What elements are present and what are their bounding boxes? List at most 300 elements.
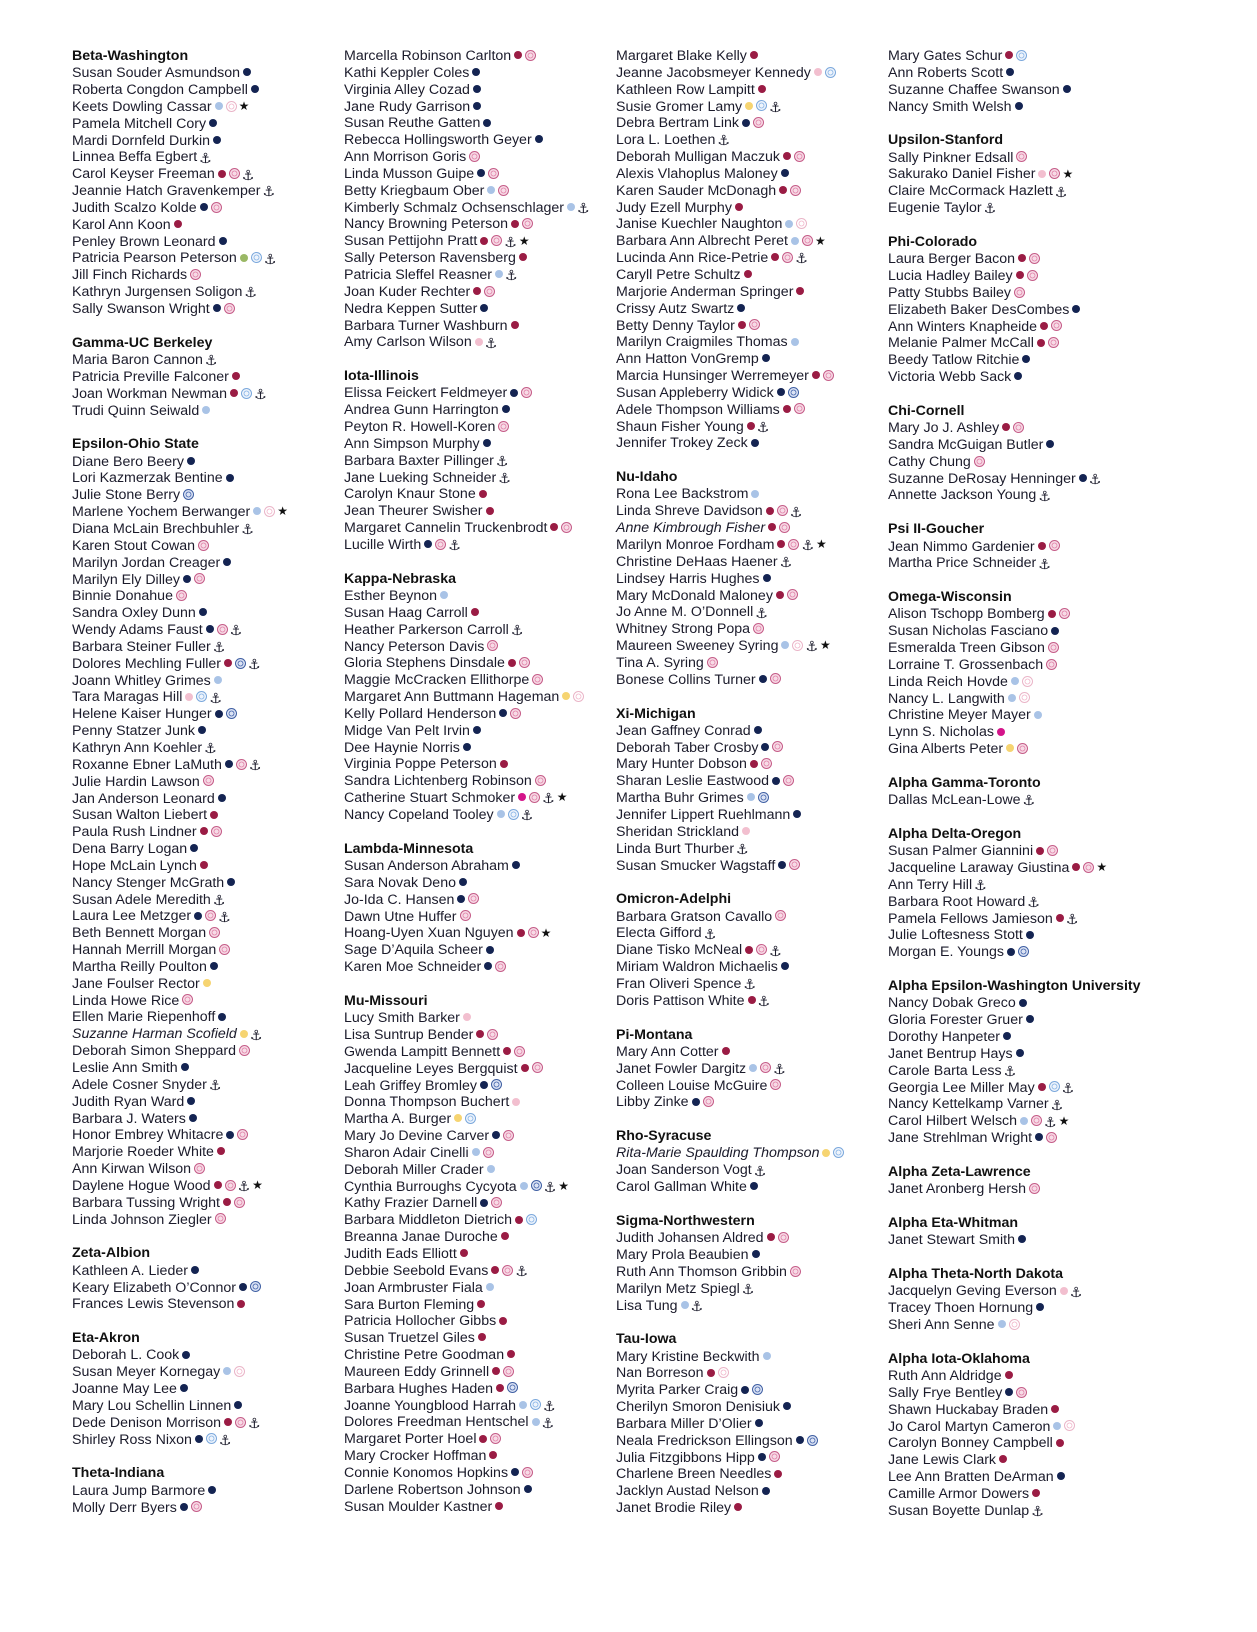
chapter-heading: Tau-Iowa	[616, 1331, 677, 1348]
member-name: Jacklyn Austad Nelson	[616, 1483, 759, 1500]
lightblue-dot-icon	[472, 1148, 480, 1156]
anchor-icon: ⚓︎	[757, 993, 771, 1010]
maroon-dot-icon	[1056, 914, 1064, 922]
anchor-icon: ⚓︎	[510, 621, 524, 638]
member-name: Gloria Forester Gruer	[888, 1012, 1023, 1029]
member-name: Susan Appleberry Widick	[616, 384, 774, 401]
navy-dot-icon	[1014, 372, 1022, 380]
member-name: Judith Johansen Aldred	[616, 1230, 764, 1247]
lightblue-dot-icon	[781, 641, 789, 649]
lightblue-dot-icon	[998, 1320, 1006, 1328]
maroon-dot-icon	[758, 85, 766, 93]
member-row	[72, 1161, 342, 1178]
rose-pink-icon	[525, 50, 536, 61]
anchor-icon: ⚓︎	[577, 199, 590, 216]
member-row	[888, 251, 1158, 268]
maroon-dot-icon	[783, 152, 791, 160]
member-name: Janise Kuechler Naughton	[616, 216, 783, 233]
member-row	[72, 908, 342, 925]
member-row	[344, 1263, 614, 1280]
maroon-dot-icon	[777, 540, 785, 548]
member-name: Jill Finch Richards	[72, 267, 188, 284]
rose-pink-icon	[1059, 608, 1070, 619]
lightblue-dot-icon	[763, 1352, 771, 1360]
member-name: Victoria Webb Sack	[888, 369, 1012, 386]
maroon-dot-icon	[748, 996, 756, 1004]
rose-lightblue-icon	[530, 1399, 541, 1410]
rose-pink-icon	[235, 1417, 246, 1428]
member-name: Mary Gates Schur	[888, 48, 1003, 64]
member-name: Cherilyn Smoron Denisiuk	[616, 1399, 781, 1416]
rose-pink-icon	[1031, 1115, 1042, 1126]
navy-dot-icon	[502, 405, 510, 413]
member-row	[72, 1195, 342, 1212]
member-name: Suzanne DeRosay Henninger	[888, 470, 1076, 487]
member-row	[72, 1381, 342, 1398]
navy-dot-icon	[189, 1114, 197, 1122]
navy-dot-icon	[1035, 1133, 1043, 1141]
member-name: Maggie McCracken Ellithorpe	[344, 672, 530, 689]
member-row	[616, 571, 886, 588]
member-name: Susan Pettijohn Pratt	[344, 233, 478, 250]
member-name: Laura Lee Metzger	[72, 908, 192, 925]
navy-dot-icon	[227, 878, 235, 886]
member-row	[888, 285, 1158, 302]
star-icon: ★	[1062, 166, 1074, 181]
member-name: Barbara Ann Albrecht Peret	[616, 233, 788, 250]
member-name: Nancy L. Langwith	[888, 690, 1005, 707]
rose-lightblue-icon	[1016, 50, 1027, 61]
member-name: Connie Konomos Hopkins	[344, 1464, 509, 1481]
rose-pink-icon	[495, 961, 506, 972]
member-row	[344, 301, 614, 318]
member-row	[616, 807, 886, 824]
chapter-section	[72, 1245, 342, 1313]
member-row	[72, 403, 342, 420]
rose-blue-icon	[758, 792, 769, 803]
member-row	[344, 166, 614, 183]
member-row	[72, 369, 342, 386]
chapter-section	[344, 368, 614, 554]
maroon-dot-icon	[479, 1435, 487, 1443]
member-name: Gwenda Lampitt Bennett	[344, 1043, 501, 1060]
member-name: Maureen Eddy Grinnell	[344, 1363, 490, 1380]
member-row	[72, 267, 342, 284]
member-row	[72, 200, 342, 217]
member-name: Sally Frye Bentley	[888, 1384, 1003, 1401]
member-name: Bonese Collins Turner	[616, 671, 756, 688]
member-name: Elizabeth Baker DesCombes	[888, 301, 1070, 318]
member-row	[72, 892, 342, 909]
navy-dot-icon	[210, 962, 218, 970]
member-row	[616, 1382, 886, 1399]
lightblue-dot-icon	[497, 810, 505, 818]
column-4	[888, 48, 1158, 1537]
member-row	[888, 420, 1158, 437]
member-name: Betty Denny Taylor	[616, 317, 735, 334]
maroon-dot-icon	[1005, 1371, 1013, 1379]
lightblue-dot-icon	[747, 793, 755, 801]
chapter-section	[344, 993, 614, 1516]
chapter-section	[344, 841, 614, 976]
chapter-heading: Xi-Michigan	[616, 705, 696, 722]
member-row	[344, 65, 614, 82]
member-name: Beth Bennett Morgan	[72, 925, 207, 942]
member-name: Dallas McLean-Lowe	[888, 792, 1021, 809]
member-row	[888, 843, 1158, 860]
navy-dot-icon	[486, 946, 494, 954]
anchor-icon: ⚓︎	[263, 250, 277, 267]
member-name: Peyton R. Howell-Koren	[344, 419, 496, 436]
member-name: Ann Kirwan Wilson	[72, 1161, 192, 1178]
chapter-heading: Omicron-Adelphi	[616, 891, 732, 908]
star-icon: ★	[277, 504, 289, 519]
rose-pink-icon	[487, 640, 498, 651]
member-row	[888, 48, 1158, 65]
member-name: Crissy Autz Swartz	[616, 300, 735, 317]
rose-lightpink-icon	[1022, 676, 1033, 687]
member-row	[344, 1162, 614, 1179]
member-name: Diane Tisko McNeal	[616, 942, 743, 959]
member-name: Elissa Feickert Feldmeyer	[344, 385, 508, 402]
member-name: Lucy Smith Barker	[344, 1010, 460, 1027]
member-row	[616, 723, 886, 740]
navy-dot-icon	[213, 304, 221, 312]
anchor-icon: ⚓︎	[248, 656, 261, 673]
member-name: Jean Gaffney Conrad	[616, 722, 751, 739]
member-name: Sally Pinkner Edsall	[888, 149, 1014, 166]
member-row	[72, 470, 342, 487]
rose-lightpink-icon	[264, 506, 275, 517]
member-row	[888, 454, 1158, 471]
member-row	[72, 706, 342, 723]
maroon-dot-icon	[767, 1233, 775, 1241]
member-name: Susan Walton Liebert	[72, 807, 208, 824]
rose-pink-icon	[532, 674, 543, 685]
rose-lightblue-icon	[508, 809, 519, 820]
yellow-dot-icon	[240, 1030, 248, 1038]
maroon-dot-icon	[507, 1350, 515, 1358]
member-name: Electa Gifford	[616, 925, 702, 942]
member-row	[72, 1280, 342, 1297]
navy-dot-icon	[183, 575, 191, 583]
rose-lightpink-icon	[792, 640, 803, 651]
yellow-dot-icon	[203, 979, 211, 987]
rose-pink-icon	[522, 1467, 533, 1478]
navy-dot-icon	[472, 68, 480, 76]
member-name: Sharon Adair Cinelli	[344, 1144, 469, 1161]
rose-pink-icon	[460, 910, 471, 921]
member-row	[616, 1500, 886, 1517]
member-name: Nancy Copeland Tooley	[344, 807, 494, 823]
member-row	[72, 149, 342, 166]
maroon-dot-icon	[750, 51, 758, 59]
member-row	[72, 1398, 342, 1415]
rose-blue-icon	[788, 387, 799, 398]
member-name: Barbara Steiner Fuller	[72, 638, 211, 655]
navy-dot-icon	[1015, 102, 1023, 110]
member-row	[616, 909, 886, 926]
member-name: Caryll Petre Schultz	[616, 266, 741, 283]
lightblue-dot-icon	[215, 102, 223, 110]
maroon-dot-icon	[223, 1198, 231, 1206]
member-row	[888, 707, 1158, 724]
member-row	[888, 183, 1158, 200]
member-row	[344, 925, 614, 942]
member-row	[888, 319, 1158, 336]
member-row	[888, 1029, 1158, 1046]
rose-pink-icon	[823, 370, 834, 381]
rose-lightblue-icon	[1049, 1081, 1060, 1092]
maroon-dot-icon	[237, 1300, 245, 1308]
rose-lightpink-icon	[1064, 1420, 1075, 1431]
rose-blue-icon	[507, 1382, 518, 1393]
member-row	[344, 1195, 614, 1212]
member-row	[616, 925, 886, 942]
anchor-icon: ⚓︎	[1061, 1079, 1075, 1096]
member-name: Deborah L. Cook	[72, 1347, 180, 1364]
member-row	[72, 1364, 342, 1381]
navy-dot-icon	[742, 119, 750, 127]
member-name: Linda Johnson Ziegler	[72, 1211, 212, 1228]
member-name: Paula Rush Lindner	[72, 824, 197, 841]
magenta-dot-icon	[518, 793, 526, 801]
rose-lightblue-icon	[526, 1214, 537, 1225]
member-row	[888, 555, 1158, 572]
member-row	[888, 1130, 1158, 1147]
member-row	[72, 1296, 342, 1313]
member-row	[72, 65, 342, 82]
rose-pink-icon	[788, 539, 799, 550]
maroon-dot-icon	[224, 1418, 232, 1426]
member-name: Ann Terry Hill	[888, 876, 973, 893]
member-row	[72, 1263, 342, 1280]
member-row	[344, 1094, 614, 1111]
member-name: Frances Lewis Stevenson	[72, 1296, 235, 1313]
rose-pink-icon	[237, 1129, 248, 1140]
rose-pink-icon	[236, 759, 247, 770]
chapter-section	[616, 706, 886, 875]
member-row	[344, 1398, 614, 1415]
member-row	[344, 1381, 614, 1398]
member-name: Barbara J. Waters	[72, 1110, 186, 1127]
member-row	[888, 640, 1158, 657]
navy-dot-icon	[1016, 1049, 1024, 1057]
navy-dot-icon	[1005, 1388, 1013, 1396]
member-row	[72, 605, 342, 622]
member-row	[616, 655, 886, 672]
member-row	[888, 927, 1158, 944]
member-name: Keary Elizabeth O’Connor	[72, 1279, 237, 1296]
chapter-heading: Lambda-Minnesota	[344, 840, 474, 857]
rose-pink-icon	[770, 673, 781, 684]
member-name: Georgia Lee Miller May	[888, 1079, 1035, 1096]
chapter-heading: Iota-Illinois	[344, 368, 419, 385]
member-name: Keets Dowling Cassar	[72, 98, 212, 115]
maroon-dot-icon	[478, 1333, 486, 1341]
member-row	[888, 487, 1158, 504]
member-row	[344, 1330, 614, 1347]
member-name: Janet Stewart Smith	[888, 1232, 1015, 1249]
anchor-icon: ⚓︎	[801, 537, 815, 554]
member-name: Dede Denison Morrison	[72, 1414, 222, 1431]
member-row	[616, 82, 886, 99]
member-row	[616, 368, 886, 385]
member-row	[72, 454, 342, 471]
maroon-dot-icon	[473, 287, 481, 295]
anchor-icon: ⚓︎	[1088, 470, 1102, 487]
anchor-icon: ⚓︎	[218, 1431, 232, 1448]
member-name: Maria Baron Cannon	[72, 352, 203, 369]
member-name: Susan Truetzel Giles	[344, 1330, 475, 1347]
member-name: Suzanne Chaffee Swanson	[888, 81, 1060, 98]
member-name: Tina A. Syring	[616, 654, 704, 671]
member-name: Judy Ezell Murphy	[616, 199, 732, 216]
member-row	[344, 1246, 614, 1263]
chapter-section	[888, 521, 1158, 572]
member-name: Alexis Vlahoplus Maloney	[616, 165, 778, 182]
member-name: Barbara Miller D’Olier	[616, 1415, 752, 1432]
navy-dot-icon	[762, 1487, 770, 1495]
rose-pink-icon	[770, 1079, 781, 1090]
member-name: Barbara Tussing Wright	[72, 1194, 220, 1211]
member-name: Martha Buhr Grimes	[616, 790, 744, 807]
maroon-dot-icon	[738, 321, 746, 329]
member-row	[344, 1313, 614, 1330]
navy-dot-icon	[499, 709, 507, 717]
member-row	[72, 588, 342, 605]
chapter-heading: Omega-Wisconsin	[888, 589, 1012, 606]
member-name: Morgan E. Youngs	[888, 944, 1004, 961]
member-row	[72, 1026, 342, 1043]
member-row	[616, 604, 886, 621]
chapter-section	[72, 436, 342, 1228]
maroon-dot-icon	[771, 253, 779, 261]
chapter-heading: Theta-Indiana	[72, 1465, 165, 1482]
maroon-dot-icon	[1036, 847, 1044, 855]
member-name: Barbara Middleton Dietrich	[344, 1212, 512, 1229]
lightblue-dot-icon	[519, 1401, 527, 1409]
anchor-icon: ⚓︎	[1038, 487, 1051, 504]
member-name: Joan Kuder Rechter	[344, 283, 471, 300]
member-name: Julie Loftesness Stott	[888, 927, 1023, 944]
rose-pink-icon	[790, 185, 801, 196]
maroon-dot-icon	[999, 1455, 1007, 1463]
lightblue-dot-icon	[495, 270, 503, 278]
member-row	[888, 1435, 1158, 1452]
navy-dot-icon	[180, 1503, 188, 1511]
member-name: Nedra Keppen Sutter	[344, 300, 478, 317]
member-row	[72, 504, 342, 521]
member-row	[616, 284, 886, 301]
lightblue-dot-icon	[791, 338, 799, 346]
member-row	[344, 503, 614, 520]
member-name: Anne Kimbrough Fisher	[616, 520, 766, 537]
member-row	[616, 993, 886, 1010]
member-name: Joanne May Lee	[72, 1381, 177, 1398]
member-row	[72, 1009, 342, 1026]
chapter-heading: Upsilon-Stanford	[888, 132, 1004, 149]
member-name: Martha Price Schneider	[888, 555, 1037, 572]
member-name: Carolyn Bonney Campbell	[888, 1435, 1053, 1452]
member-row	[616, 1483, 886, 1500]
member-name: Amy Carlson Wilson	[344, 334, 472, 351]
member-row	[888, 352, 1158, 369]
lightblue-dot-icon	[487, 186, 495, 194]
member-row	[72, 386, 342, 403]
member-name: Susan Boyette Dunlap	[888, 1502, 1030, 1519]
anchor-icon: ⚓︎	[212, 639, 226, 656]
column-1	[72, 48, 342, 1533]
lightblue-dot-icon	[749, 1064, 757, 1072]
maroon-dot-icon	[503, 1047, 511, 1055]
anchor-icon: ⚓︎	[448, 537, 461, 554]
rose-pink-icon	[435, 539, 446, 550]
lightblue-dot-icon	[791, 237, 799, 245]
member-name: Carol Hilbert Welsch	[888, 1113, 1018, 1130]
member-row	[344, 1078, 614, 1095]
rose-pink-icon	[224, 303, 235, 314]
member-name: Susan Reuthe Gatten	[344, 115, 481, 132]
lightblue-dot-icon	[532, 1418, 540, 1426]
star-icon: ★	[558, 1178, 570, 1193]
member-row	[616, 1365, 886, 1382]
member-name: Carol Gallman White	[616, 1179, 747, 1196]
anchor-icon: ⚓︎	[505, 267, 518, 284]
rose-pink-icon	[707, 657, 718, 668]
maroon-dot-icon	[1038, 1083, 1046, 1091]
member-row	[616, 1179, 886, 1196]
chapter-heading: Mu-Missouri	[344, 992, 428, 1009]
navy-dot-icon	[796, 1436, 804, 1444]
chapter-heading: Alpha Gamma-Toronto	[888, 775, 1041, 792]
member-name: Susan Moulder Kastner	[344, 1498, 493, 1515]
anchor-icon: ⚓︎	[212, 891, 226, 908]
member-name: Karen Moe Schneider	[344, 959, 482, 976]
rose-pink-icon	[194, 1163, 205, 1174]
member-row	[72, 639, 342, 656]
anchor-icon: ⚓︎	[1069, 1283, 1083, 1300]
chapter-section	[888, 589, 1158, 758]
member-name: Virginia Alley Cozad	[344, 81, 470, 98]
member-row	[72, 234, 342, 251]
member-name: Janet Brodie Riley	[616, 1500, 732, 1517]
member-row	[616, 588, 886, 605]
navy-dot-icon	[473, 102, 481, 110]
member-row	[72, 284, 342, 301]
rose-lightpink-icon	[234, 1366, 245, 1377]
navy-dot-icon	[226, 1131, 234, 1139]
member-name: Linda Reich Hovde	[888, 673, 1008, 690]
anchor-icon: ⚓︎	[248, 757, 262, 774]
member-row	[344, 470, 614, 487]
member-row	[616, 1230, 886, 1247]
member-row	[344, 233, 614, 250]
member-name: Lynn S. Nicholas	[888, 724, 994, 741]
rose-lightpink-icon	[718, 1367, 729, 1378]
member-row	[888, 911, 1158, 928]
rose-pink-icon	[778, 1232, 789, 1243]
chapter-section	[72, 335, 342, 420]
member-row	[344, 216, 614, 233]
rose-pink-icon	[1014, 287, 1025, 298]
member-row	[616, 1264, 886, 1281]
member-row	[616, 250, 886, 267]
navy-dot-icon	[182, 1351, 190, 1359]
member-row	[888, 65, 1158, 82]
navy-dot-icon	[463, 743, 471, 751]
member-name: Penley Brown Leonard	[72, 233, 216, 250]
